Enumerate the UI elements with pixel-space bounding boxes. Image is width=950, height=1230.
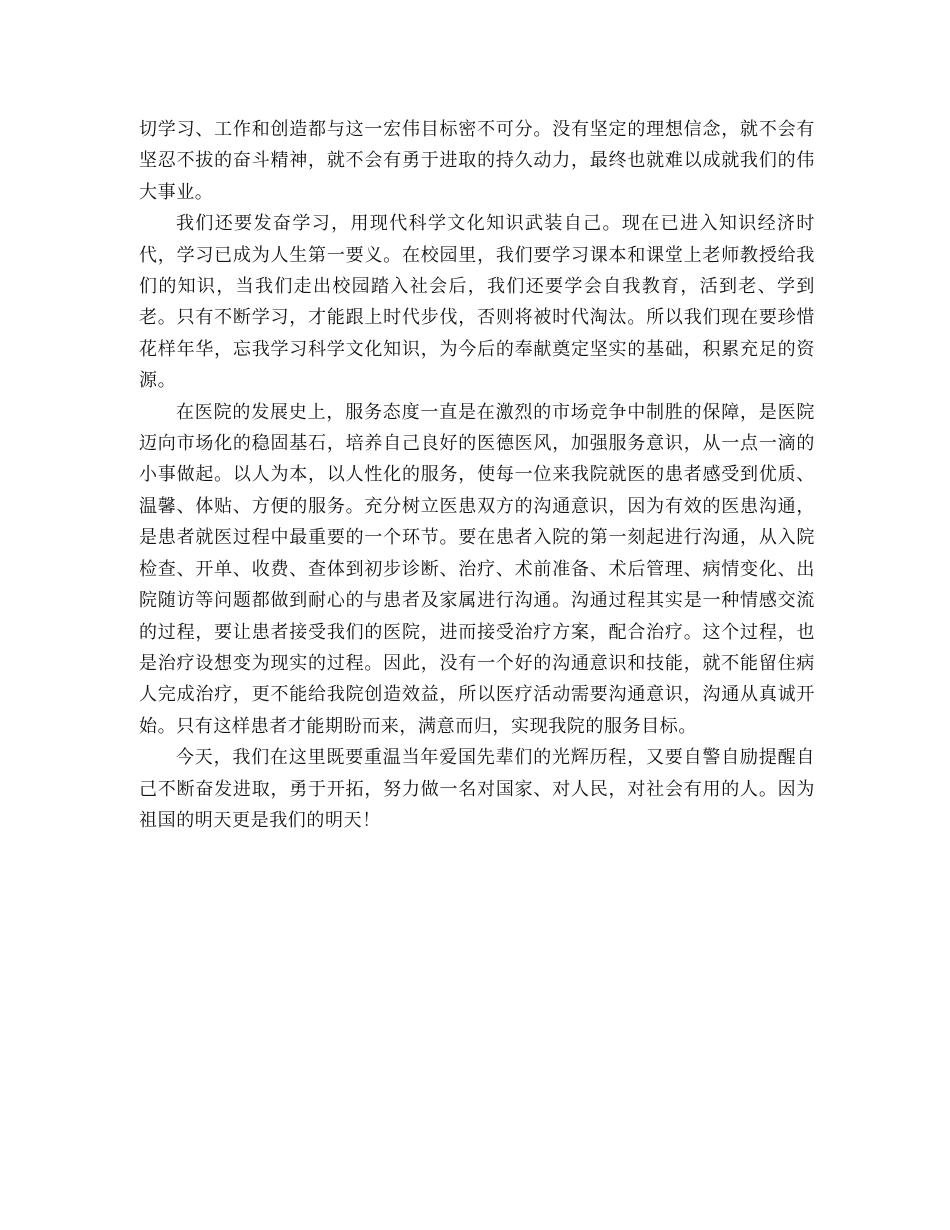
paragraph-4: 今天，我们在这里既要重温当年爱国先辈们的光辉历程，又要自警自励提醒自己不断奋发进取，勇于开拓，努力做一名对国家、对人民，对社会有用的人。因为祖国的明天更是我们的明天！: [139, 747, 815, 831]
paragraph-3: 在医院的发展史上，服务态度一直是在激烈的市场竞争中制胜的保障，是医院迈向市场化的稳固基石，培养自己良好的医德医风，加强服务意识，从一点一滴的小事做起。以人为本，以人性化的服务，使每一位来我院就医的患者感受到优质、温馨、体贴、方便的服务。充分树立医患双方的沟通意识，因为有效的医患沟通，是患者就医过程中最重要的一个环节。要在患者入院的第一刻起进行沟通，从入院检查、开单、收费、查体到初步诊断、治疗、术前准备、术后管理、病情变化、出院随访等问题都做到耐心的与患者及家属进行沟通。沟通过程其实是一种情感交流的过程，要让患者接受我们的医院，进而接受治疗方案，配合治疗。这个过程，也是治疗设想变为现实的过程。因此，没有一个好的沟通意识和技能，就不能留住病人完成治疗，更不能给我院创造效益，所以医疗活动需要沟通意识，沟通从真诚开始。只有这样患者才能期盼而来，满意而归，实现我院的服务目标。: [139, 401, 815, 737]
paragraph-1: 切学习、工作和创造都与这一宏伟目标密不可分。没有坚定的理想信念，就不会有坚忍不拔的奋斗精神，就不会有勇于进取的持久动力，最终也就难以成就我们的伟大事业。: [139, 119, 815, 203]
paragraph-2: 我们还要发奋学习，用现代科学文化知识武装自己。现在已进入知识经济时代，学习已成为人生第一要义。在校园里，我们要学习课本和课堂上老师教授给我们的知识，当我们走出校园踏入社会后，我们还要学会自我教育，活到老、学到老。只有不断学习，才能跟上时代步伐，否则将被时代淘汰。所以我们现在要珍惜花样年华，忘我学习科学文化知识，为今后的奉献奠定坚实的基础，积累充足的资源。: [139, 213, 815, 392]
document-body: [139, 114, 815, 836]
